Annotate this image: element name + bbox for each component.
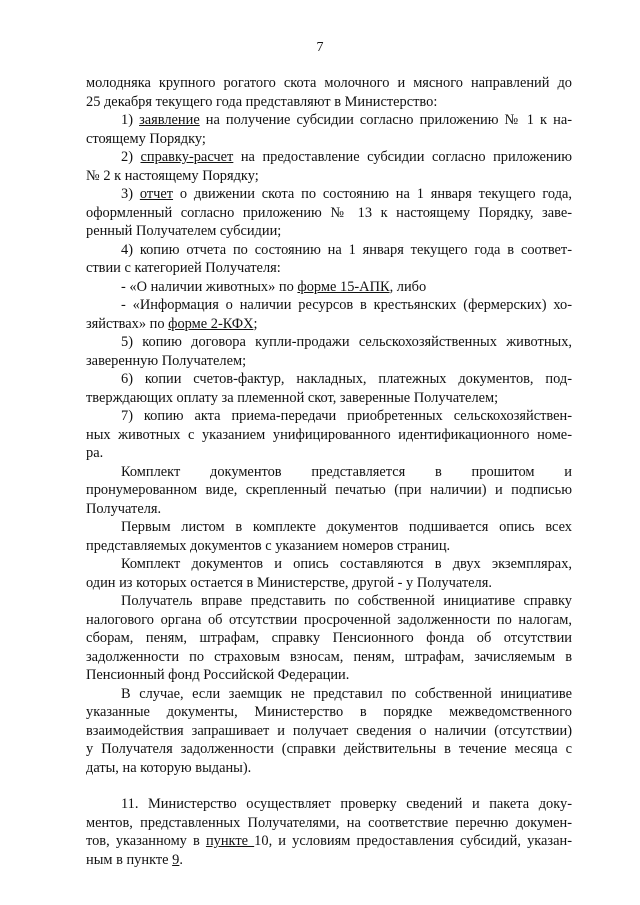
text-span: - «Информация о наличии ресурсов в крестьянских (фермерских) хо- <box>121 297 572 313</box>
text-span: стоящему Порядку; <box>86 130 206 147</box>
text-span: Пенсионный фонд Российской Федерации. <box>86 667 350 683</box>
text-span: 6) копии счетов-фактур, накладных, платежных документов, под- <box>121 371 572 387</box>
text-span: 11. Министерство осуществляет проверку сведений и пакета доку- <box>121 796 572 812</box>
text-span: . <box>179 851 183 868</box>
text-span: задолженности по страховым взносам, пеням, штрафам, зачисляемым в <box>86 648 572 665</box>
text-line <box>86 259 572 278</box>
document-reference-link[interactable]: справку-расчет <box>140 149 234 165</box>
text-line <box>86 703 572 722</box>
text-line <box>86 93 572 112</box>
text-line <box>86 481 572 500</box>
text-span: 7) копию акта приема-передачи приобретенных сельскохозяйствен- <box>121 408 572 424</box>
text-span: 5) копию договора купли-продажи сельскохозяйственных животных, <box>121 334 572 350</box>
text-span: на получение субсидии согласно приложению № 1 к на- <box>199 112 572 128</box>
text-line <box>86 315 572 334</box>
document-body <box>86 74 572 869</box>
text-span: ных животных с указанием унифицированного идентификационного номе- <box>86 426 572 443</box>
text-line <box>86 352 572 371</box>
text-line <box>86 74 572 93</box>
text-span: Получателя. <box>86 500 162 517</box>
text-line <box>86 592 572 611</box>
text-span: один из которых остается в Министерстве, другой - у Получателя. <box>86 574 492 591</box>
text-line <box>86 370 572 389</box>
text-span: Комплект документов представляется в прошитом и <box>121 463 572 480</box>
text-span: Первым листом в комплекте документов подшивается опись всех <box>121 519 572 535</box>
text-line <box>86 463 572 482</box>
text-line <box>86 611 572 630</box>
text-span: ным в пункте <box>86 851 173 868</box>
text-span: 1) <box>121 112 140 128</box>
text-span: о движении скота по состоянию на 1 января текущего года, <box>173 186 572 202</box>
document-reference-link[interactable]: форме 15-АПК <box>297 278 390 295</box>
text-span: заверенную Получателем; <box>86 352 247 369</box>
text-line <box>86 722 572 741</box>
text-span: 4) копию отчета по состоянию на 1 января текущего года в соответ- <box>121 241 572 258</box>
text-span: В случае, если заемщик не представил по собственной инициативе <box>121 685 572 702</box>
text-line <box>86 740 572 759</box>
text-span: сборам, пеням, штрафам, справку Пенсионного фонда об отсутствии <box>86 630 572 646</box>
text-line <box>86 759 572 778</box>
text-span: даты, на которую выданы). <box>86 759 252 776</box>
text-line <box>86 222 572 241</box>
text-span: № 2 к настоящему Порядку; <box>86 167 259 184</box>
text-span: зяйствах» по <box>86 315 169 332</box>
text-line <box>86 130 572 149</box>
text-span: оформленный согласно приложению № 13 к настоящему Порядку, заве- <box>86 204 572 221</box>
text-line <box>86 518 572 537</box>
text-span: указанные документы, Министерство в порядке межведомственного <box>86 704 572 720</box>
text-span: ментов, представленных Получателями, на соответствие перечню докумен- <box>86 814 572 831</box>
text-line <box>86 666 572 685</box>
text-line <box>86 148 572 167</box>
text-span: Получатель вправе представить по собственной инициативе справку <box>121 593 572 609</box>
text-line <box>86 204 572 223</box>
text-line <box>86 500 572 519</box>
text-span: на предоставление субсидии согласно приложению <box>233 149 572 165</box>
text-line <box>86 111 572 130</box>
document-reference-link[interactable]: заявление <box>139 112 200 128</box>
text-line <box>86 241 572 260</box>
text-line <box>86 278 572 297</box>
text-line <box>86 537 572 556</box>
text-line <box>86 444 572 463</box>
text-span: , либо <box>389 278 427 295</box>
text-span: молодняка крупного рогатого скота молочного и мясного направлений до <box>86 75 572 91</box>
text-line <box>86 648 572 667</box>
text-line <box>86 167 572 186</box>
text-span: 2) <box>121 149 141 165</box>
text-span: 10, и условиям предоставления субсидий, указан- <box>254 833 572 849</box>
document-reference-link[interactable]: пункте <box>205 833 255 849</box>
document-reference-link[interactable]: форме 2-КФХ <box>168 315 254 332</box>
text-line <box>86 629 572 648</box>
text-line <box>86 185 572 204</box>
text-line <box>86 389 572 408</box>
text-line <box>86 832 572 851</box>
text-span: 25 декабря текущего года представляют в Министерство: <box>86 93 438 110</box>
text-span: взаимодействия запрашивает и получает сведения о наличии (отсутствии) <box>86 722 572 739</box>
text-span: ра. <box>86 445 104 461</box>
text-span: пронумерованном виде, скрепленный печатью (при наличии) и подписью <box>86 482 572 498</box>
page-number: 7 <box>316 40 324 55</box>
text-span: ; <box>253 315 258 332</box>
text-span: налогового органа об отсутствии просроченной задолженности по налогам, <box>86 611 572 628</box>
text-line <box>86 851 572 870</box>
text-span: - «О наличии животных» по <box>121 278 298 295</box>
text-span: у Получателя задолженности (справки действительны в течение месяца с <box>86 741 572 757</box>
text-span: тов, указанному в <box>86 833 206 849</box>
text-span: представляемых документов с указанием номеров страниц. <box>86 537 451 554</box>
text-line <box>86 795 572 814</box>
text-span: ствии с категорией Получателя: <box>86 260 281 276</box>
text-line <box>86 574 572 593</box>
document-reference-link[interactable]: отчет <box>139 186 174 202</box>
text-span: тверждающих оплату за племенной скот, заверенные Получателем; <box>86 389 499 406</box>
text-span: Комплект документов и опись составляются в двух экземплярах, <box>121 556 572 572</box>
text-line <box>86 555 572 574</box>
text-line <box>86 333 572 352</box>
text-line <box>86 685 572 704</box>
text-span: 3) <box>121 186 140 202</box>
text-line <box>86 296 572 315</box>
text-line <box>86 814 572 833</box>
text-span: ренный Получателем субсидии; <box>86 223 282 239</box>
paragraph-gap <box>86 777 572 795</box>
document-reference-link[interactable]: 9 <box>172 851 180 868</box>
text-line <box>86 426 572 445</box>
text-line <box>86 407 572 426</box>
